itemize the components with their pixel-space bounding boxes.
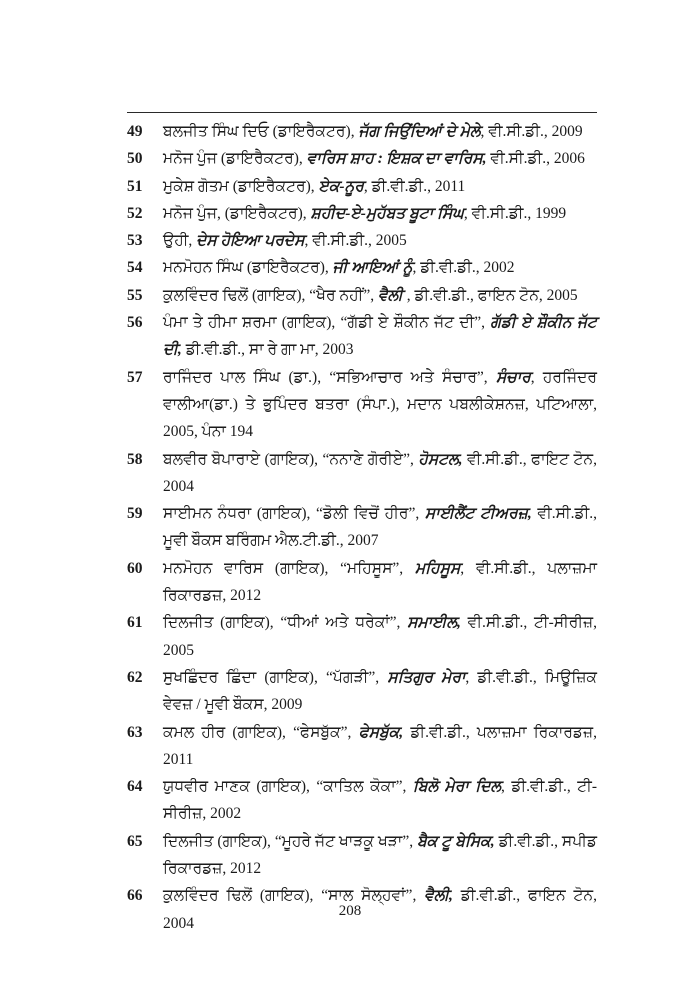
entry-text (163, 145, 597, 172)
reference-entry (127, 282, 597, 309)
entry-text (163, 227, 597, 254)
work-title: ਬੈਕ ਟੂ ਬੇਸਿਕ, (417, 832, 495, 850)
reference-entry (127, 609, 597, 664)
entry-text (163, 309, 597, 364)
reference-entry (127, 828, 597, 883)
entry-text (163, 664, 597, 719)
work-title: ਸਾਈਲੈਂਟ ਟੀਅਰਜ਼, (424, 505, 532, 523)
work-title: ਵਾਰਿਸ ਸ਼ਾਹ : ਇਸ਼ਕ ਦਾ ਵਾਰਿਸ, (306, 150, 487, 168)
reference-entry (127, 118, 597, 145)
work-title: ਸ਼ਹੀਦ-ਏ-ਮੁਹੱਬਤ ਬੂਟਾ ਸਿੰਘ (310, 204, 464, 222)
header-rule (127, 112, 597, 113)
work-title: ਦੇਸ ਹੋਇਆ ਪਰਦੇਸ (196, 232, 305, 250)
entry-text-run: , ਡੀ.ਵੀ.ਡੀ., ਫਾਇਨ ਟੋਨ, 2005 (402, 286, 578, 304)
entry-text (163, 364, 597, 446)
entry-text-run: , ਵੀ.ਸੀ.ਡੀ., 2005 (304, 232, 407, 250)
entry-text (163, 446, 597, 501)
entry-text-run: ਉਹੀ, (163, 232, 197, 250)
reference-entry (127, 227, 597, 254)
entry-number: 51 (127, 177, 143, 195)
entry-number: 49 (127, 123, 143, 140)
reference-entry (127, 364, 597, 446)
entry-text-run: , ਡੀ.ਵੀ.ਡੀ., ਟੀ-ਸੀਰੀਜ਼, 2002 (163, 778, 597, 823)
entry-text (163, 200, 597, 227)
entry-text-run: , ਵੀ.ਸੀ.ਡੀ., ਪਲਾਜ਼ਮਾ ਰਿਕਾਰਡਜ਼, 2012 (163, 559, 597, 605)
entry-text-run: ਕਮਲ ਹੀਰ (ਗਾਇਕ), “ਫੇਸਬੁੱਕ”, (163, 723, 359, 741)
work-title: ਜੱਗ ਜਿਉਂਦਿਆਂ ਦੇ ਮੇਲੇ (358, 123, 481, 140)
work-title: ਹੋਸਟਲ, (418, 450, 463, 468)
work-title: ਵੈਲੀ, (424, 887, 453, 905)
entry-text-run: ਮਨੋਜ ਪੁੰਜ (ਡਾਇਰੈਕਟਰ), (163, 150, 307, 168)
work-title: ਵੈਲੀ (377, 286, 403, 304)
entry-text-run: ਦਿਲਜੀਤ (ਗਾਇਕ), “ਮੂਹਰੇ ਜੱਟ ਖਾੜਕੂ ਖੜਾ”, (163, 832, 418, 850)
entry-text-run: ਵੀ.ਸੀ.ਡੀ., ਟੀ-ਸੀਰੀਜ਼, 2005 (163, 614, 597, 659)
reference-entry (127, 719, 597, 774)
entry-text-run: ਸੁਖਛਿੰਦਰ ਛਿੰਦਾ (ਗਾਇਕ), “ਪੱਗੜੀ”, (163, 668, 388, 686)
entry-number: 52 (127, 204, 143, 222)
reference-entry (127, 664, 597, 719)
work-title: ਮਹਿਸੂਸ (414, 559, 461, 577)
entry-text-run: ਕੁਲਵਿੰਦਰ ਢਿਲੋਂ (ਗਾਇਕ), “ਸਾਲ ਸੋਲ੍ਹਵਾਂ”, (163, 887, 425, 905)
entry-number: 55 (127, 286, 143, 304)
entry-text-run: ਦਿਲਜੀਤ (ਗਾਇਕ), “ਧੀਆਂ ਅਤੇ ਧਰੇਕਾਂ”, (163, 614, 408, 632)
entry-text-run: ਵੀ.ਸੀ.ਡੀ., ਮੂਵੀ ਬੌਕਸ ਬਰਿੰਗਮ ਐਲ.ਟੀ.ਡੀ., 2007 (163, 505, 597, 550)
entry-text-run: ਪੰਮਾ ਤੇ ਹੀਮਾ ਸ਼ਰਮਾ (ਗਾਇਕ), “ਗੱਡੀ ਏ ਸ਼ੌਕੀਨ ਜੱਟ ਦੀ”, (163, 314, 491, 332)
entry-number: 50 (127, 150, 143, 168)
entry-text-run: ਕੁਲਵਿੰਦਰ ਢਿਲੋਂ (ਗਾਇਕ), “ਖੈਰ ਨਹੀਂ”, (163, 286, 378, 304)
entry-number: 64 (127, 778, 143, 796)
entry-text-run: ਡੀ.ਵੀ.ਡੀ., ਪਲਾਜ਼ਮਾ ਰਿਕਾਰਡਜ਼, 2011 (163, 723, 597, 768)
work-title: ਸਮਾਈਲ, (407, 614, 461, 632)
reference-list (127, 118, 597, 937)
entry-text-run: ਮਨੋਜ ਪੁੰਜ, (ਡਾਇਰੈਕਟਰ), (163, 204, 311, 222)
reference-entry (127, 200, 597, 227)
entry-text-run: ਡੀ.ਵੀ.ਡੀ., ਫਾਇਨ ਟੋਨ, 2004 (163, 887, 597, 932)
entry-number: 65 (127, 832, 143, 850)
reference-entry (127, 309, 597, 364)
entry-number: 60 (127, 559, 143, 577)
entry-text-run: ਸਾਈਮਨ ਨੰਧਰਾ (ਗਾਇਕ), “ਡੋਲੀ ਵਿਚੋਂ ਹੀਰ”, (163, 505, 425, 523)
entry-number: 57 (127, 368, 143, 386)
reference-entry (127, 555, 597, 610)
entry-text-run: ਵੀ.ਸੀ.ਡੀ., ਫਾਇਟ ਟੋਨ, 2004 (163, 450, 597, 495)
entry-text (163, 609, 597, 664)
entry-text-run: ਮੁਕੇਸ਼ ਗੋਤਮ (ਡਾਇਰੈਕਟਰ), (163, 177, 319, 195)
entry-text-run: ਵੀ.ਸੀ.ਡੀ., 2006 (486, 150, 585, 168)
work-title: ਏਕ-ਨੂਰ (318, 177, 364, 195)
entry-text-run: ਡੀ.ਵੀ.ਡੀ., ਸਪੀਡ ਰਿਕਾਰਡਜ਼, 2012 (163, 832, 597, 878)
entry-text (163, 282, 597, 309)
entry-text-run: ਡੀ.ਵੀ.ਡੀ., ਸਾ ਰੇ ਗਾ ਮਾ, 2003 (181, 341, 354, 359)
entry-text-run: , ਵੀ.ਸੀ.ਡੀ., 2009 (480, 123, 583, 140)
reference-entry (127, 773, 597, 828)
reference-entry (127, 500, 597, 555)
entry-text-run: , ਹਰਜਿੰਦਰ ਵਾਲੀਆ(ਡਾ.) ਤੇ ਭੁਪਿੰਦਰ ਬਤਰਾ (ਸੰਪਾ.), ਮਦਾਨ ਪਬਲੀਕੇਸ਼ਨਜ਼, ਪਟਿਆਲਾ, 2005, ਪੰਨਾ 194 (163, 368, 597, 441)
reference-entry (127, 254, 597, 281)
entry-text-run: , ਡੀ.ਵੀ.ਡੀ., ਮਿਊਜ਼ਿਕ ਵੇਵਜ਼ / ਮੂਵੀ ਬੌਕਸ, 2009 (163, 668, 598, 714)
entry-number: 63 (127, 723, 143, 741)
entry-text (163, 828, 597, 883)
entry-number: 53 (127, 232, 143, 250)
entry-text-run: ਬਲਵੀਰ ਬੋਪਾਰਾਏ (ਗਾਇਕ), “ਨਨਾਣੇ ਗੋਰੀਏ”, (163, 450, 419, 468)
reference-entry (127, 173, 597, 200)
entry-number: 58 (127, 450, 143, 468)
entry-number: 59 (127, 505, 143, 523)
entry-text (163, 173, 597, 200)
entry-text-run: ਬਲਜੀਤ ਸਿੰਘ ਦਿਓ (ਡਾਇਰੈਕਟਰ), (163, 123, 359, 140)
entry-text-run: , ਡੀ.ਵੀ.ਡੀ., 2011 (363, 177, 466, 195)
entry-number: 66 (127, 887, 143, 905)
page-number: 208 (338, 903, 362, 919)
entry-text (163, 254, 597, 281)
entry-number: 62 (127, 668, 143, 686)
work-title: ਬਿਲੋ ਮੇਰਾ ਦਿਲ (412, 778, 502, 796)
entry-text-run: , ਡੀ.ਵੀ.ਡੀ., 2002 (412, 259, 515, 277)
entry-text-run: ਮਨਮੋਹਨ ਸਿੰਘ (ਡਾਇਰੈਕਟਰ), (163, 259, 333, 277)
work-title: ਸੰਚਾਰ (495, 368, 531, 386)
work-title: ਸਤਿਗੁਰ ਮੇਰਾ (387, 668, 466, 686)
reference-entry (127, 145, 597, 172)
entry-text-run: ਮਨਮੋਹਨ ਵਾਰਿਸ (ਗਾਇਕ), “ਮਹਿਸੂਸ”, (163, 559, 415, 577)
entry-text (163, 555, 597, 610)
entry-text-run: ਯੁਧਵੀਰ ਮਾਣਕ (ਗਾਇਕ), “ਕਾਤਿਲ ਕੋਕਾ”, (163, 778, 413, 796)
reference-entry (127, 446, 597, 501)
entry-text (163, 773, 597, 828)
document-page-content (127, 112, 597, 937)
entry-number: 54 (127, 259, 143, 277)
work-title: ਗੱਡੀ ਏ ਸ਼ੌਕੀਨ ਜੱਟ ਦੀ, (163, 314, 597, 359)
entry-text-run: ਰਾਜਿੰਦਰ ਪਾਲ ਸਿੰਘ (ਡਾ.), “ਸਭਿਆਚਾਰ ਅਤੇ ਸੰਚਾਰ”, (163, 368, 496, 386)
work-title: ਫੇਸਬੁੱਕ, (358, 723, 404, 741)
entry-text-run: , ਵੀ.ਸੀ.ਡੀ., 1999 (463, 204, 567, 222)
entry-text (163, 719, 597, 774)
work-title: ਜੀ ਆਇਆਂ ਨੂੰ (332, 259, 413, 277)
entry-text (163, 500, 597, 555)
entry-text (163, 118, 597, 145)
entry-number: 61 (127, 614, 143, 632)
entry-number: 56 (127, 314, 143, 332)
